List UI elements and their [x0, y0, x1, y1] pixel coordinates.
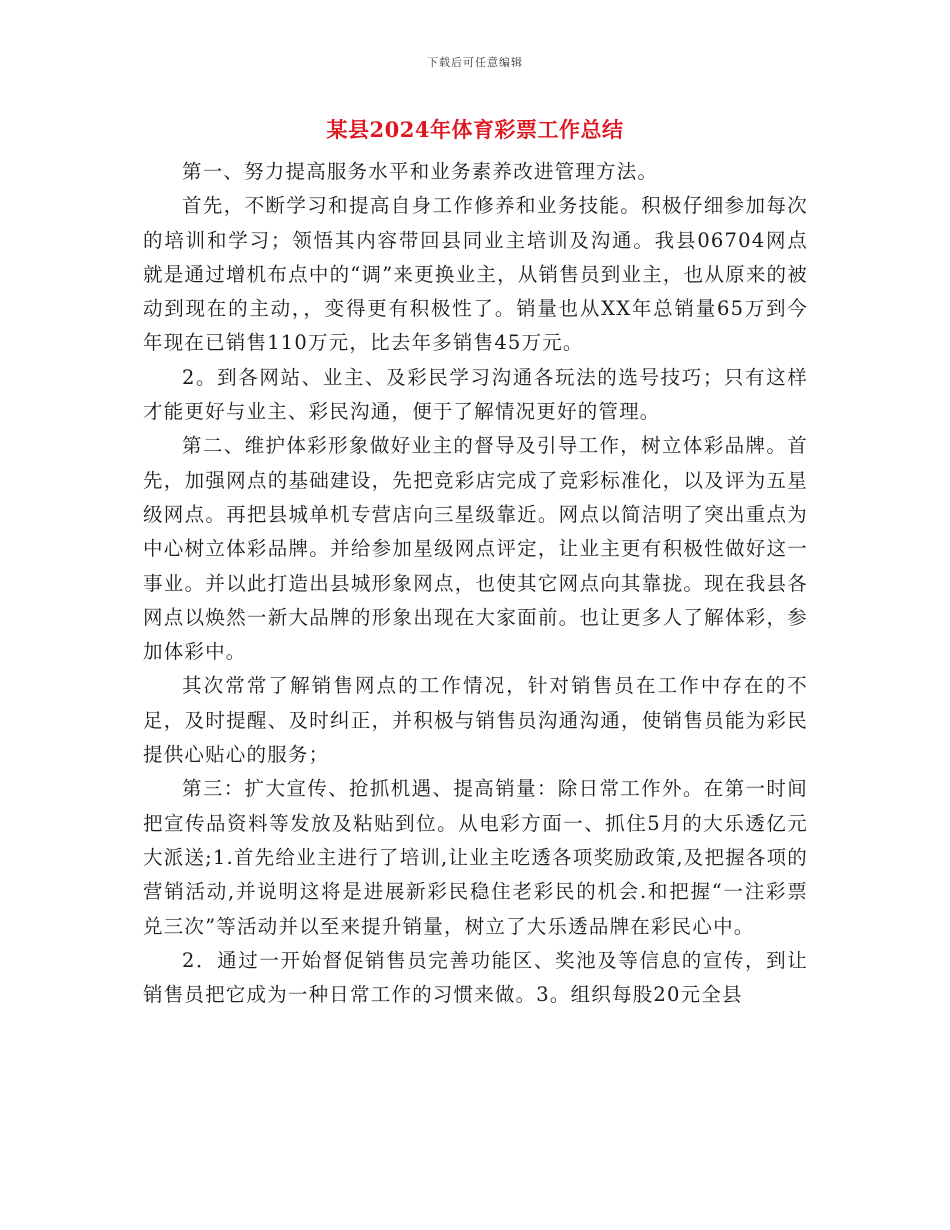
paragraph-3: 2。到各网站、业主、及彩民学习沟通各玩法的选号技巧；只有这样才能更好与业主、彩民沟通，便于了解情况更好的管理。	[143, 365, 808, 424]
paragraph-5: 其次常常了解销售网点的工作情况，针对销售员在工作中存在的不足，及时提醒、及时纠正，并积极与销售员沟通沟通，使销售员能为彩民提供心贴心的服务；	[143, 674, 808, 767]
document-body	[143, 155, 808, 1012]
paragraph-7: 2．通过一开始督促销售员完善功能区、奖池及等信息的宣传，到让销售员把它成为一种日常工作的习惯来做。3。组织每股20元全县	[143, 948, 808, 1007]
paragraph-4: 第二、维护体彩形象做好业主的督导及引导工作，树立体彩品牌。首先，加强网点的基础建设，先把竞彩店完成了竞彩标准化，以及评为五星级网点。再把县城单机专营店向三星级靠近。网点以简洁明了突出重点为中心树立体彩品牌。并给参加星级网点评定，让业主更有积极性做好这一事业。并以此打造出县城形象网点，也使其它网点向其靠拢。现在我县各网点以焕然一新大品牌的形象出现在大家面前。也让更多人了解体彩，参加体彩中。	[143, 434, 808, 664]
page-header-note: 下载后可任意编辑	[427, 56, 523, 69]
paragraph-6: 第三：扩大宣传、抢抓机遇、提高销量：除日常工作外。在第一时间把宣传品资料等发放及粘贴到位。从电彩方面一、抓住5月的大乐透亿元大派送;1.首先给业主进行了培训,让业主吃透各项奖励政策,及把握各项的营销活动,并说明这将是进展新彩民稳住老彩民的机会.和把握“一注彩票兑三次”等活动并以至来提升销量，树立了大乐透品牌在彩民心中。	[143, 777, 808, 938]
paragraph-1: 第一、努力提高服务水平和业务素养改进管理方法。	[182, 160, 659, 183]
paragraph-2: 首先，不断学习和提高自身工作修养和业务技能。积极仔细参加每次的培训和学习；领悟其内容带回县同业主培训及沟通。我县06704网点就是通过增机布点中的“调”来更换业主，从销售员到业主，也从原来的被动到现在的主动，，变得更有积极性了。销量也从XX年总销量65万到今年现在已销售110万元，比去年多销售45万元。	[143, 194, 808, 355]
document-title: 某县2024年体育彩票工作总结	[326, 117, 624, 142]
